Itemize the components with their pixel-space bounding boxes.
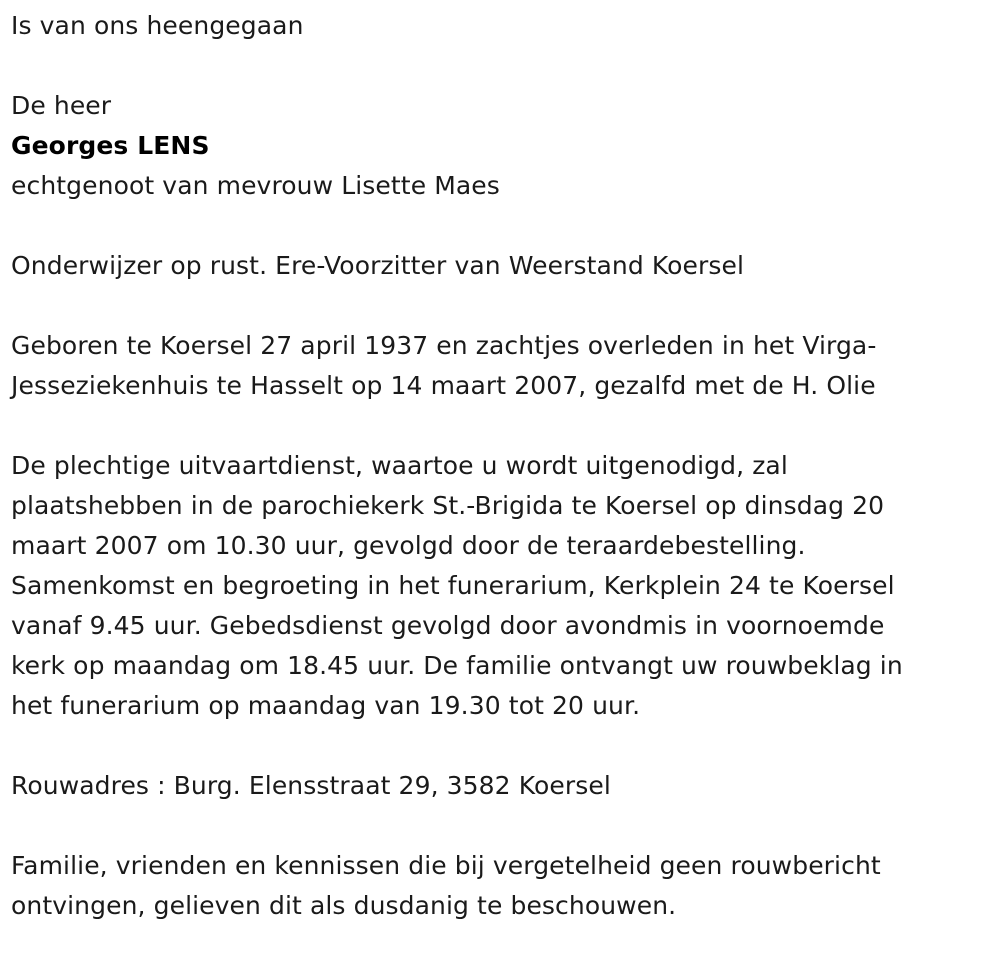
closing-line-1: Familie, vrienden en kennissen die bij vergetelheid geen rouwbericht: [11, 851, 881, 880]
salutation-text: De heer: [11, 91, 112, 120]
ceremony-line-6: kerk op maandag om 18.45 uur. De familie ontvangt uw rouwbeklag in: [11, 651, 903, 680]
spacer: [11, 726, 986, 766]
ceremony-line-4: Samenkomst en begroeting in het funerarium, Kerkplein 24 te Koersel: [11, 571, 895, 600]
obituary-notice: [11, 6, 986, 926]
ceremony-line-5: vanaf 9.45 uur. Gebedsdienst gevolgd door avondmis in voornoemde: [11, 611, 885, 640]
ceremony-line-3: maart 2007 om 10.30 uur, gevolgd door de teraardebestelling.: [11, 531, 806, 560]
ceremony-line-2: plaatshebben in de parochiekerk St.-Brigida te Koersel op dinsdag 20: [11, 491, 885, 520]
spacer: [11, 286, 986, 326]
mourning-address: Rouwadres : Burg. Elensstraat 29, 3582 Koersel: [11, 771, 611, 800]
deceased-name: Georges LENS: [11, 131, 210, 160]
spacer: [11, 46, 986, 86]
spacer: [11, 806, 986, 846]
spouse-text: echtgenoot van mevrouw Lisette Maes: [11, 171, 500, 200]
ceremony-line-7: het funerarium op maandag van 19.30 tot 20 uur.: [11, 691, 641, 720]
intro-text: Is van ons heengegaan: [11, 11, 304, 40]
spacer: [11, 406, 986, 446]
occupation-text: Onderwijzer op rust. Ere-Voorzitter van Weerstand Koersel: [11, 251, 745, 280]
birth-death-line-1: Geboren te Koersel 27 april 1937 en zachtjes overleden in het Virga-: [11, 331, 877, 360]
birth-death-line-2: Jesseziekenhuis te Hasselt op 14 maart 2007, gezalfd met de H. Olie: [11, 371, 876, 400]
spacer: [11, 206, 986, 246]
ceremony-line-1: De plechtige uitvaartdienst, waartoe u wordt uitgenodigd, zal: [11, 451, 788, 480]
closing-line-2: ontvingen, gelieven dit als dusdanig te beschouwen.: [11, 891, 677, 920]
